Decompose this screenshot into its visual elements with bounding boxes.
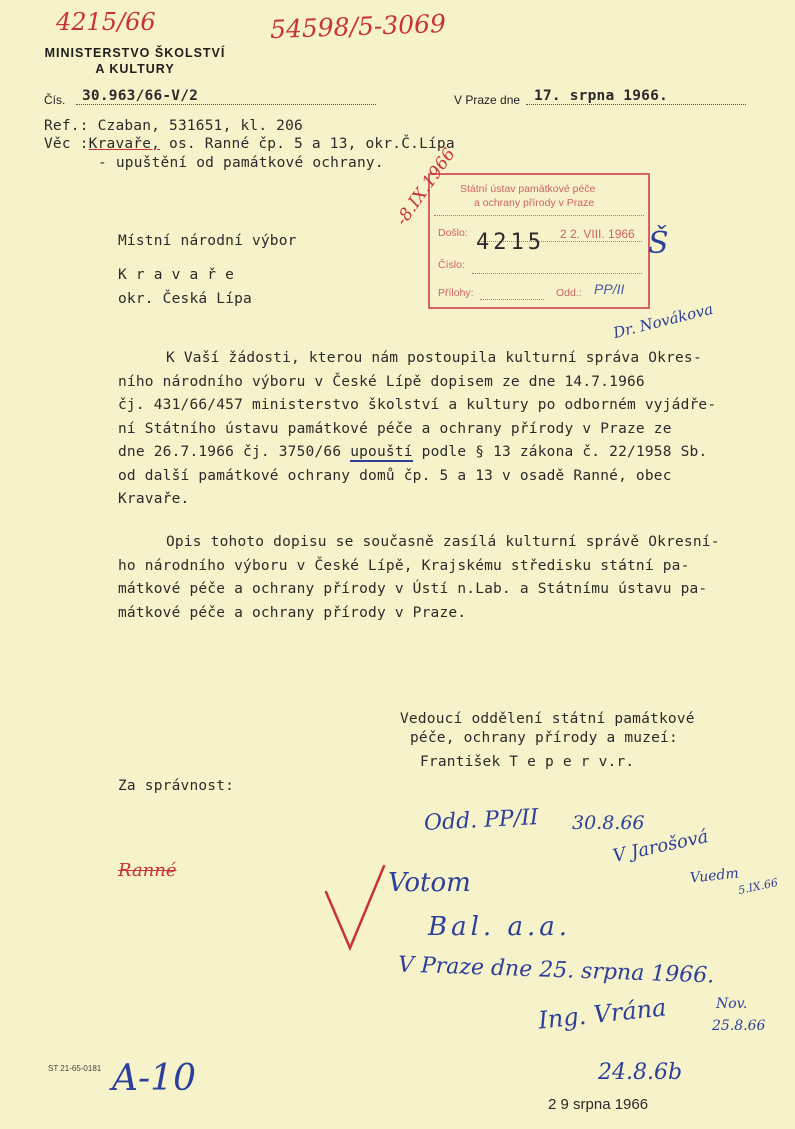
date-value [526, 88, 746, 105]
body-paragraph-2 [118, 531, 758, 625]
stamp-dept-value: PP/II [594, 281, 625, 297]
cis-number: 30.963/66-V/2 [82, 88, 199, 104]
handwritten-a10: A-10 [112, 1058, 196, 1099]
signature-line3: František T e p e r v.r. [420, 754, 635, 770]
p1-line2: ního národního výboru v České Lípě dopisem ze dne 14.7.1966 [118, 373, 645, 390]
cis-label: Čís. [44, 93, 66, 107]
handwritten-dr-name: Dr. Novákova [611, 299, 715, 343]
handwritten-odd-note: Odd. PP/II [423, 805, 540, 836]
subject-rest: os. Ranné čp. 5 a 13, okr.Č.Lípa [160, 136, 455, 152]
subject-line2: - upuštění od památkové ochrany. [98, 155, 384, 171]
p1-line5-start: dne 26.7.1966 čj. 3750/66 [118, 444, 342, 460]
handwritten-odd-date: 30.8.66 [572, 812, 645, 834]
checkmark-icon [322, 862, 392, 952]
stamp-title-line2: a ochrany přírody v Praze [474, 197, 595, 209]
addressee-line1: Místní národní výbor [118, 233, 297, 249]
form-code: ST 21-65-0181 [48, 1064, 102, 1073]
stamp-number-line [472, 273, 642, 274]
handwritten-praha-date: V Praze dne 25. srpna 1966. [397, 952, 715, 989]
handwritten-nov-date: 25.8.66 [712, 1018, 766, 1034]
place-label: V Praze dne [454, 93, 521, 107]
stamp-received-date: 2 2. VIII. 1966 [560, 227, 635, 241]
ministry-line2: A KULTURY [95, 62, 175, 76]
letter-date: 17. srpna 1966. [534, 88, 668, 104]
ministry-name [40, 46, 230, 76]
addressee-line2: K r a v a ř e [118, 267, 235, 283]
correctness-label: Za správnost: [118, 778, 235, 794]
p2-line3: mátkové péče a ochrany přírody v Ústí n.Lab. a Státnímu ústavu pa- [118, 581, 708, 597]
handwritten-bal: Bal. a.a. [428, 912, 571, 942]
received-date-stamp: 2 9 srpna 1966 [548, 1096, 649, 1113]
stamp-dept-label: Odd.: [556, 287, 582, 299]
p1-line5-end: podle § 13 zákona č. 22/1958 Sb. [412, 444, 708, 460]
signature-line1: Vedoucí oddělení státní památkové [400, 711, 695, 727]
ministry-line1: MINISTERSTVO ŠKOLSTVÍ [44, 46, 226, 60]
stamp-number-label: Číslo: [438, 259, 465, 271]
subject-label: Věc : [44, 136, 89, 152]
stamp-rule [434, 215, 644, 216]
handwritten-crossed-ranne: Ranné [118, 860, 177, 881]
stamp-title-line1: Státní ústav památkové péče [460, 183, 596, 195]
stamp-attachments-line [480, 299, 544, 300]
stamp-received-label: Došlo: [438, 227, 468, 239]
stamp-attachments-label: Přílohy: [438, 287, 474, 299]
handwritten-file-number: 4215/66 [56, 8, 156, 36]
p2-line4: mátkové péče a ochrany přírody v Praze. [118, 604, 467, 621]
underlined-upousti: upouští [350, 444, 413, 460]
handwritten-signature: Ing. Vrána [536, 993, 668, 1035]
p1-line4: ní Státního ústavu památkové péče a ochrany přírody v Praze ze [118, 420, 672, 437]
stamp-registry-number: 4215 [476, 230, 545, 255]
handwritten-vuedm: Vuedm [689, 865, 740, 887]
subject-town: Kravaře, [88, 136, 161, 152]
handwritten-jarosova: V Jarošová [610, 826, 711, 867]
body-paragraph-1 [118, 347, 758, 512]
ref-line: Ref.: Czaban, 531651, kl. 206 [44, 118, 303, 134]
stamp-side-mark: Š [648, 226, 669, 261]
p1-line3: čj. 431/66/457 ministerstvo školství a kultury po odborném vyjádře- [118, 397, 717, 413]
p1-line6: od další památkové ochrany domů čp. 5 a 13 v osadě Ranné, obec [118, 467, 672, 484]
p1-line5 [118, 441, 758, 465]
cis-value [76, 88, 376, 105]
p1-line1: K Vaší žádosti, kterou nám postoupila kulturní správa Okres- [166, 350, 702, 366]
handwritten-stamp-date: -8.IX.1966 [392, 144, 460, 230]
p2-line2: ho národního výboru v České Lípě, Krajskému středisku státní pa- [118, 557, 690, 574]
p2-line1: Opis tohoto dopisu se současně zasílá kulturní správě Okresní- [166, 534, 720, 550]
handwritten-votom: Votom [388, 868, 471, 898]
addressee-line3: okr. Česká Lípa [118, 291, 252, 307]
handwritten-vuedm-date: 5.IX.66 [737, 875, 780, 898]
signature-line2: péče, ochrany přírody a muzeí: [410, 730, 678, 746]
handwritten-nov: Nov. [716, 996, 748, 1012]
handwritten-reference-number: 54598/5-3069 [269, 8, 447, 45]
subject-line1 [44, 136, 455, 152]
p1-line7: Kravaře. [118, 491, 190, 507]
handwritten-date-line: 24.8.6b [598, 1060, 683, 1085]
